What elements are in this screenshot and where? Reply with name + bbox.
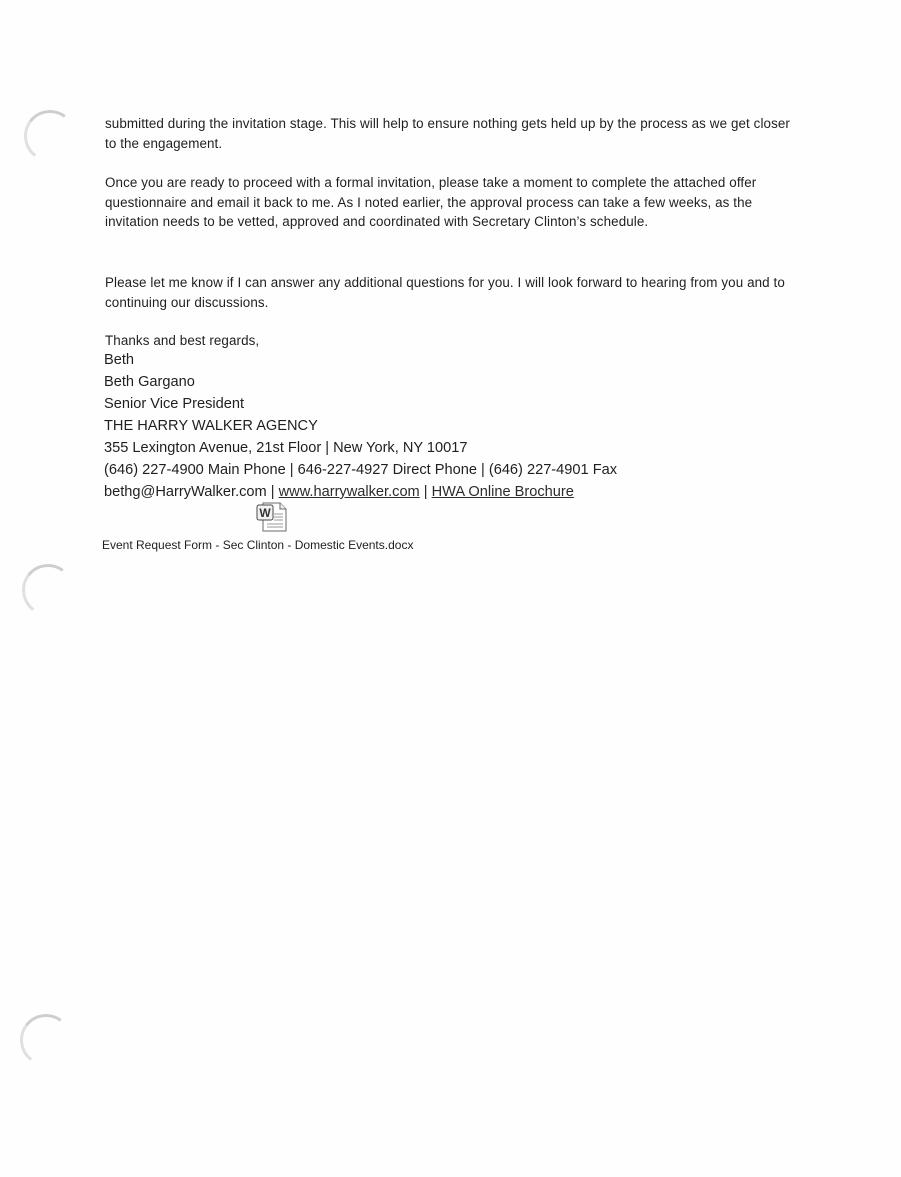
- punch-hole-bottom: [17, 1011, 76, 1070]
- signature-email[interactable]: bethg@HarryWalker.com: [104, 484, 267, 500]
- signature-separator: |: [266, 484, 279, 500]
- signature-full-name: Beth Gargano: [104, 374, 195, 390]
- word-icon-letter: W: [259, 506, 271, 520]
- punch-hole-top: [21, 107, 80, 166]
- signature-block: [104, 349, 824, 503]
- closing-line: Thanks and best regards,: [105, 333, 260, 348]
- signature-title: Senior Vice President: [104, 396, 245, 412]
- attachment-filename[interactable]: Event Request Form - Sec Clinton - Domestic Events.docx: [102, 538, 414, 552]
- signature-separator-2: |: [419, 484, 432, 500]
- signature-phones: (646) 227-4900 Main Phone | 646-227-4927 Direct Phone | (646) 227-4901 Fax: [104, 462, 618, 478]
- paragraph-questions: Please let me know if I can answer any additional questions for you. I will look forward to hearing from you and to continuing our discussions.: [105, 275, 785, 310]
- brochure-link[interactable]: HWA Online Brochure: [431, 484, 574, 500]
- signature-contact-line: [104, 481, 824, 503]
- signature-address: 355 Lexington Avenue, 21st Floor | New York, NY 10017: [104, 440, 468, 456]
- signature-agency: THE HARRY WALKER AGENCY: [104, 418, 318, 434]
- punch-hole-middle: [19, 561, 78, 620]
- word-document-icon[interactable]: [255, 502, 289, 532]
- website-link[interactable]: www.harrywalker.com: [278, 484, 420, 500]
- paragraph-continuation: submitted during the invitation stage. This will help to ensure nothing gets held up by the process as we get closer to the engagement.: [105, 116, 790, 151]
- signature-short-name: Beth: [104, 352, 135, 368]
- paragraph-invitation: Once you are ready to proceed with a formal invitation, please take a moment to complete the attached offer questionnaire and email it back to me. As I noted earlier, the approval process can take a few weeks, as the invitation needs to be vetted, approved and coordinated with Secretary Clinton’s schedule.: [105, 175, 757, 229]
